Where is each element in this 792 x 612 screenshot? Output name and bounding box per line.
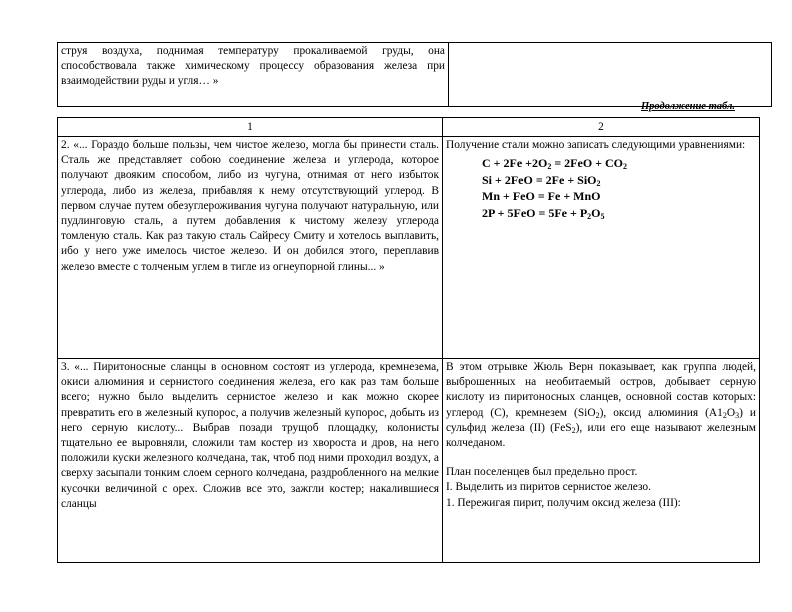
header-row [58,118,760,137]
quote-cell-2: 2. «... Гораздо больше пользы, чем чистое железо, могла бы принести сталь. Сталь же представляет собою соединение железа и углерода, которое получают двояким способом, либо из чугуна, отнимая от него избыток углерода, либо из железа, прибавляя к нему отсутствующий углерод. В первом случае путем обезуглероживания чугуна получают натуральную, или пудлинговую сталь, а путем добавления к чистому железу углерода томленую сталь. Как раз такую сталь Сайресу Смиту и хотелось выплавить, ибо у него уже имелось чистое железо. И он добился этого, переплавив железо вместе с толченым углем в тигле из огнеупорной глины... » [58,137,443,359]
header-col-2: 2 [443,118,760,137]
table-row [58,137,760,359]
quote-cell-3: 3. «... Пиритоносные сланцы в основном состоят из углерода, кремнезема, окиси алюминия и сернистого соединения железа, его как раз там больше всего; нужно было выделить сернистое железо и как можно скорее превратить его в железный купорос, а получив железный купорос, добыть из него серную кислоту... Выбрав позади трущоб площадку, колонисты тщательно ее выровняли, сложили там костер из хвороста и дров, на него положили куски железного колчедана, так, чтоб под ними проходил воздух, а сверху засыпали тонким слоем серного колчедана, раздробленного на мелкие кусочки величиной с орех. Сложив все это, зажгли костер; накалившиеся сланцы [58,359,443,563]
plan-step-1: I. Выделить из пиритов сернистое железо. [446,481,651,494]
equation-3: Mn + FeO = Fe + MnO [482,189,601,204]
explanation-paragraph: В этом отрывке Жюль Верн показывает, как группа людей, выброшенных на необитаемый остров, добывает серную кислоту из пиритоносных сланцев, основной состав которых: углерод (С), кремнезем (SiO$_2$), оксид алюминия $(A1_2O_3)$ и сульфид железа (II) (FeS$_2$), или его еще называют железным колчеданом. [446,361,757,450]
plan-line: План поселенцев был предельно прост. [446,466,638,479]
equation-2: Si + 2FeO = 2Fe + SiO$_2$ [482,172,601,188]
top-right-cell [449,43,772,107]
equation-1: $C + 2Fe +2O_2 = 2FeO + CO_2$ [482,156,628,172]
table-row [58,359,760,563]
plan-step-2: 1. Пережигая пирит, получим оксид железа (III): [446,496,681,509]
equation-list [482,155,756,221]
continuation-label: Продолжение табл. [641,101,735,112]
explanation-cell [443,359,760,563]
equations-intro: Получение стали можно записать следующими уравнениями: [446,139,746,151]
header-col-1: 1 [58,118,443,137]
top-left-cell: струя воздуха, поднимая температуру прокаливаемой груды, она способствовала также химическому процессу образования железа при взаимодействии руды и угля… » [58,43,449,107]
equation-4: $2P + 5FeO = 5Fe + P_2O_5$ [482,205,605,221]
equations-cell [443,137,760,359]
main-table [57,117,760,563]
top-table-fragment [57,42,772,107]
